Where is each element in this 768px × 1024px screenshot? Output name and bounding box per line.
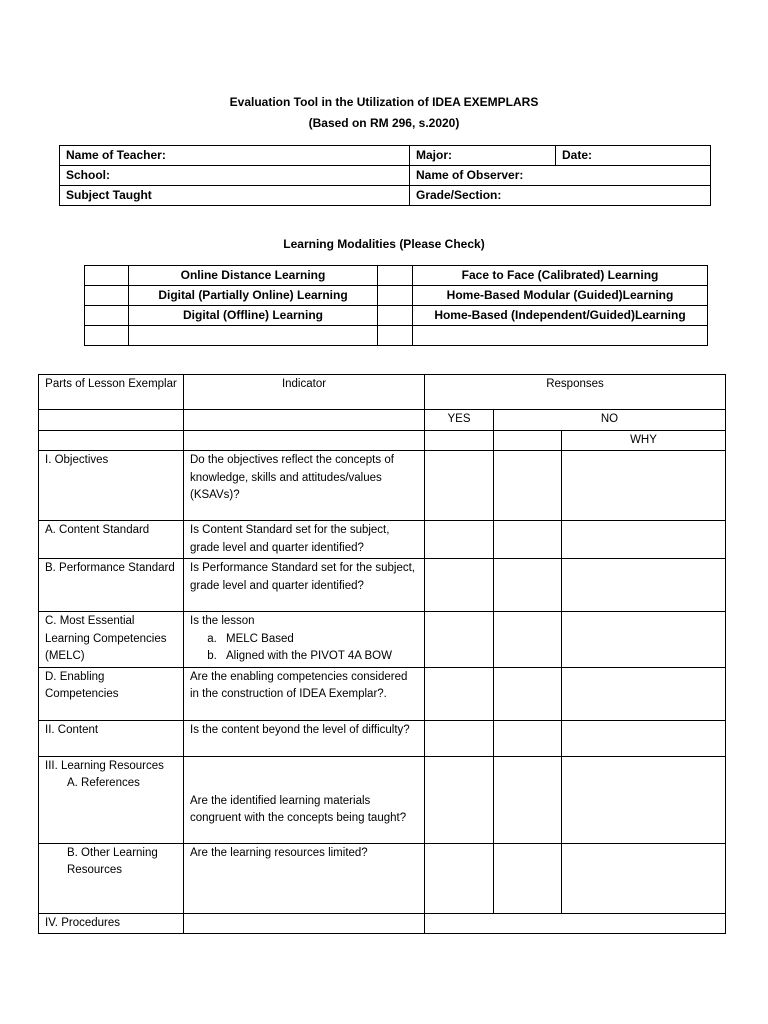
response-why-other-resources[interactable] bbox=[562, 843, 726, 913]
part-performance-standard: B. Performance Standard bbox=[39, 559, 184, 612]
indicator-learning-resources bbox=[184, 756, 425, 843]
part-objectives: I. Objectives bbox=[39, 451, 184, 521]
school-field[interactable]: School: bbox=[60, 166, 410, 186]
checkbox-blank-left[interactable] bbox=[85, 326, 129, 346]
checkbox-digital-partially-online[interactable] bbox=[85, 286, 129, 306]
response-why-learning-resources[interactable] bbox=[562, 756, 726, 843]
indicator-procedures bbox=[184, 913, 425, 934]
major-field[interactable]: Major: bbox=[410, 146, 556, 166]
other-learning-resources-label: B. Other Learning Resources bbox=[67, 846, 158, 876]
learning-resources-label: III. Learning Resources bbox=[45, 759, 164, 772]
document-title: Evaluation Tool in the Utilization of IDEA EXEMPLARS bbox=[229, 95, 539, 109]
modality-home-based-independent: Home-Based (Independent/Guided)Learning bbox=[413, 306, 708, 326]
responses-header: Responses bbox=[425, 375, 726, 410]
modality-face-to-face: Face to Face (Calibrated) Learning bbox=[413, 266, 708, 286]
blank-cell bbox=[425, 430, 494, 451]
modalities-heading: Learning Modalities (Please Check) bbox=[283, 237, 485, 251]
document-subtitle: (Based on RM 296, s.2020) bbox=[308, 116, 460, 130]
response-yes-objectives[interactable] bbox=[425, 451, 494, 521]
part-content: II. Content bbox=[39, 720, 184, 756]
response-yes-content[interactable] bbox=[425, 720, 494, 756]
response-no-other-resources[interactable] bbox=[494, 843, 562, 913]
parts-header: Parts of Lesson Exemplar bbox=[39, 375, 184, 410]
no-header: NO bbox=[494, 410, 726, 431]
response-procedures[interactable] bbox=[425, 913, 726, 934]
response-no-objectives[interactable] bbox=[494, 451, 562, 521]
response-yes-melc[interactable] bbox=[425, 612, 494, 668]
name-of-observer-field[interactable]: Name of Observer: bbox=[410, 166, 711, 186]
references-label: A. References bbox=[67, 777, 140, 789]
modality-online-distance: Online Distance Learning bbox=[129, 266, 378, 286]
checkbox-blank-right[interactable] bbox=[378, 326, 413, 346]
part-enabling-competencies: D. Enabling Competencies bbox=[39, 667, 184, 720]
indicator-content-standard: Is Content Standard set for the subject, grade level and quarter identified? bbox=[184, 521, 425, 559]
indicator-melc bbox=[184, 612, 425, 668]
modality-digital-offline: Digital (Offline) Learning bbox=[129, 306, 378, 326]
indicator-header: Indicator bbox=[184, 375, 425, 410]
response-why-content-standard[interactable] bbox=[562, 521, 726, 559]
response-yes-learning-resources[interactable] bbox=[425, 756, 494, 843]
checkbox-face-to-face[interactable] bbox=[378, 266, 413, 286]
response-no-enabling[interactable] bbox=[494, 667, 562, 720]
response-no-melc[interactable] bbox=[494, 612, 562, 668]
grade-section-field[interactable]: Grade/Section: bbox=[410, 186, 711, 206]
indicator-content: Is the content beyond the level of difficulty? bbox=[184, 720, 425, 756]
response-yes-content-standard[interactable] bbox=[425, 521, 494, 559]
why-header: WHY bbox=[562, 430, 726, 451]
response-why-performance-standard[interactable] bbox=[562, 559, 726, 612]
indicator-performance-standard: Is Performance Standard set for the subject, grade level and quarter identified? bbox=[184, 559, 425, 612]
melc-sub-a: a. MELC Based bbox=[220, 631, 418, 649]
modality-home-based-modular: Home-Based Modular (Guided)Learning bbox=[413, 286, 708, 306]
checkbox-home-based-modular[interactable] bbox=[378, 286, 413, 306]
subject-taught-field[interactable]: Subject Taught bbox=[60, 186, 410, 206]
part-learning-resources bbox=[39, 756, 184, 843]
response-no-performance-standard[interactable] bbox=[494, 559, 562, 612]
checkbox-digital-offline[interactable] bbox=[85, 306, 129, 326]
modality-digital-partially-online: Digital (Partially Online) Learning bbox=[129, 286, 378, 306]
checkbox-home-based-independent[interactable] bbox=[378, 306, 413, 326]
part-other-learning-resources bbox=[39, 843, 184, 913]
evaluation-table bbox=[38, 374, 726, 934]
blank-cell bbox=[184, 430, 425, 451]
indicator-objectives: Do the objectives reflect the concepts of knowledge, skills and attitudes/values (KSAVs)? bbox=[184, 451, 425, 521]
part-melc: C. Most Essential Learning Competencies (MELC) bbox=[39, 612, 184, 668]
part-content-standard: A. Content Standard bbox=[39, 521, 184, 559]
indicator-enabling-competencies: Are the enabling competencies considered in the construction of IDEA Exemplar?. bbox=[184, 667, 425, 720]
blank-cell bbox=[39, 410, 184, 431]
name-of-teacher-field[interactable]: Name of Teacher: bbox=[60, 146, 410, 166]
blank-cell bbox=[39, 430, 184, 451]
response-no-learning-resources[interactable] bbox=[494, 756, 562, 843]
response-why-enabling[interactable] bbox=[562, 667, 726, 720]
indicator-other-learning-resources: Are the learning resources limited? bbox=[184, 843, 425, 913]
checkbox-online-distance[interactable] bbox=[85, 266, 129, 286]
indicator-learning-resources-text: Are the identified learning materials congruent with the concepts being taught? bbox=[190, 794, 407, 824]
response-why-objectives[interactable] bbox=[562, 451, 726, 521]
learning-modalities-table bbox=[84, 265, 708, 346]
yes-header: YES bbox=[425, 410, 494, 431]
response-why-melc[interactable] bbox=[562, 612, 726, 668]
response-no-content-standard[interactable] bbox=[494, 521, 562, 559]
response-no-content[interactable] bbox=[494, 720, 562, 756]
response-yes-other-resources[interactable] bbox=[425, 843, 494, 913]
modality-blank-left[interactable] bbox=[129, 326, 378, 346]
response-yes-enabling[interactable] bbox=[425, 667, 494, 720]
melc-sub-b: b. Aligned with the PIVOT 4A BOW bbox=[220, 648, 418, 666]
blank-cell bbox=[184, 410, 425, 431]
melc-sub-list bbox=[190, 631, 418, 666]
response-why-content[interactable] bbox=[562, 720, 726, 756]
blank-cell bbox=[494, 430, 562, 451]
part-procedures: IV. Procedures bbox=[39, 913, 184, 934]
indicator-melc-text: Is the lesson bbox=[190, 615, 255, 627]
response-yes-performance-standard[interactable] bbox=[425, 559, 494, 612]
date-field[interactable]: Date: bbox=[556, 146, 711, 166]
teacher-info-table bbox=[59, 145, 711, 206]
modality-blank-right[interactable] bbox=[413, 326, 708, 346]
